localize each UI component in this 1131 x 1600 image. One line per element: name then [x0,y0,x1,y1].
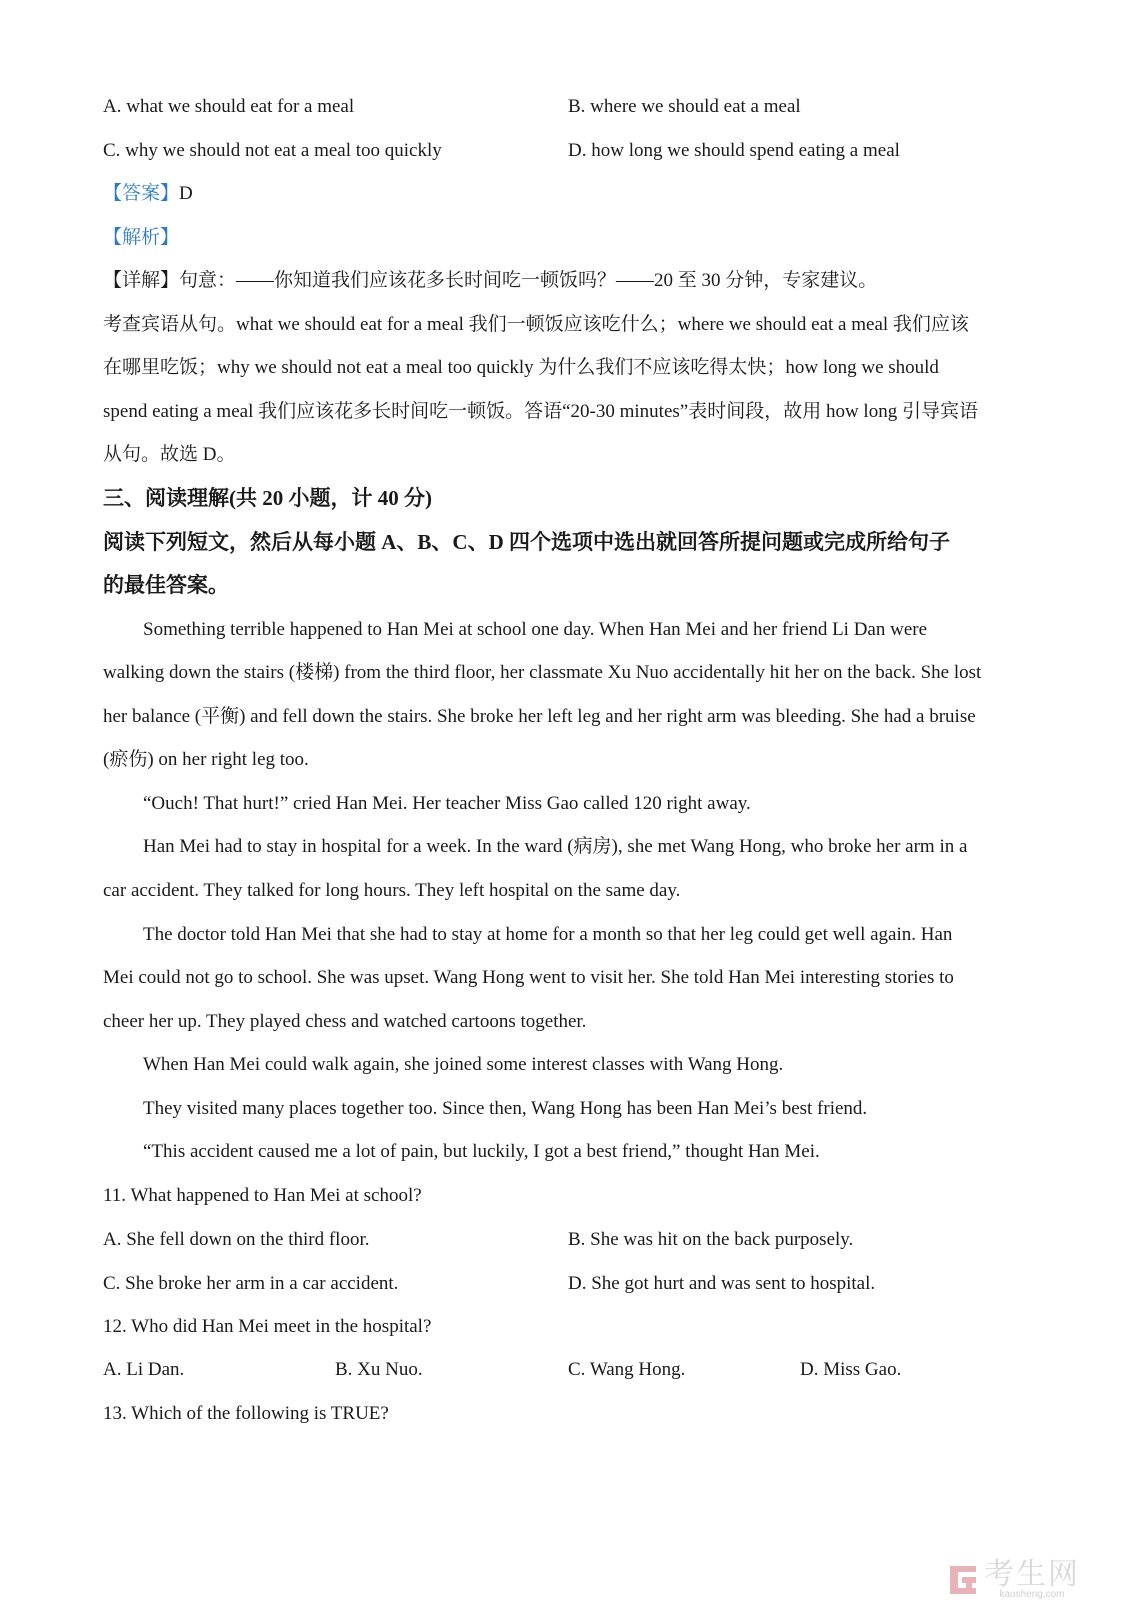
passage-line: They visited many places together too. Since then, Wang Hong has been Han Mei’s best friend. [143,1098,868,1119]
question-stem-11: 11. What happened to Han Mei at school? [103,1185,422,1206]
passage-line: Han Mei had to stay in hospital for a week. In the ward (病房), she met Wang Hong, who broke her arm in a [143,836,968,857]
passage-line: her balance (平衡) and fell down the stairs. She broke her left leg and her right arm was bleeding. She had a bruise [103,706,976,727]
detail-line: 从句。故选 D。 [103,444,236,465]
watermark-text: 考生网 [984,1557,1080,1592]
q12-option-a: A. Li Dan. [103,1359,185,1380]
watermark-logo [950,1557,1080,1600]
passage-line: “This accident caused me a lot of pain, but luckily, I got a best friend,” thought Han Mei. [143,1141,820,1162]
answer-value: D [179,183,193,204]
question-stem-12: 12. Who did Han Mei meet in the hospital? [103,1316,432,1337]
section-instruction: 阅读下列短文，然后从每小题 A、B、C、D 四个选项中选出就回答所提问题或完成所给句子 [103,530,950,554]
prev-option-a: A. what we should eat for a meal [103,96,355,117]
logo-mark-icon [950,1566,976,1594]
q12-option-b: B. Xu Nuo. [335,1359,423,1380]
passage-line: The doctor told Han Mei that she had to stay at home for a month so that her leg could get well again. Han [143,924,953,945]
analysis-label: 【解析】 [103,227,180,248]
watermark-url: kaosheng.com [999,1589,1065,1600]
prev-option-c: C. why we should not eat a meal too quickly [103,140,442,161]
q12-option-d: D. Miss Gao. [800,1359,902,1380]
passage-line: cheer her up. They played chess and watched cartoons together. [103,1011,587,1032]
answer-line [103,182,193,206]
q12-option-c: C. Wang Hong. [568,1359,686,1380]
passage-line: When Han Mei could walk again, she joined some interest classes with Wang Hong. [143,1054,784,1075]
passage-line: Mei could not go to school. She was upset. Wang Hong went to visit her. She told Han Mei interesting stories to [103,967,954,988]
passage-line: “Ouch! That hurt!” cried Han Mei. Her teacher Miss Gao called 120 right away. [143,793,751,814]
detail-line: 在哪里吃饭；why we should not eat a meal too quickly 为什么我们不应该吃得太快；how long we should [103,357,939,378]
detail-label: 【详解】 [103,270,180,291]
passage-line: car accident. They talked for long hours. They left hospital on the same day. [103,880,681,901]
q11-option-c: C. She broke her arm in a car accident. [103,1273,399,1294]
section-title: 三、阅读理解(共 20 小题，计 40 分) [103,486,432,510]
detail-text: 句意：——你知道我们应该花多长时间吃一顿饭吗？——20 至 30 分钟，专家建议。 [179,270,878,291]
q11-option-b: B. She was hit on the back purposely. [568,1229,854,1250]
detail-line: spend eating a meal 我们应该花多长时间吃一顿饭。答语“20-30 minutes”表时间段，故用 how long 引导宾语 [103,401,978,422]
passage-line: Something terrible happened to Han Mei at school one day. When Han Mei and her friend Li Dan were [143,619,928,640]
detail-line: 考查宾语从句。what we should eat for a meal 我们一顿饭应该吃什么；where we should eat a meal 我们应该 [103,314,969,335]
question-stem-13: 13. Which of the following is TRUE? [103,1403,389,1424]
passage-line: walking down the stairs (楼梯) from the third floor, her classmate Xu Nuo accidentally hit her on the back. She lost [103,662,982,683]
q11-option-a: A. She fell down on the third floor. [103,1229,370,1250]
section-instruction: 的最佳答案。 [103,573,229,597]
prev-option-d: D. how long we should spend eating a meal [568,140,900,161]
answer-label: 【答案】 [103,183,180,204]
passage-line: (瘀伤) on her right leg too. [103,749,309,770]
q11-option-d: D. She got hurt and was sent to hospital. [568,1273,876,1294]
prev-option-b: B. where we should eat a meal [568,96,801,117]
detail-line [103,269,877,293]
